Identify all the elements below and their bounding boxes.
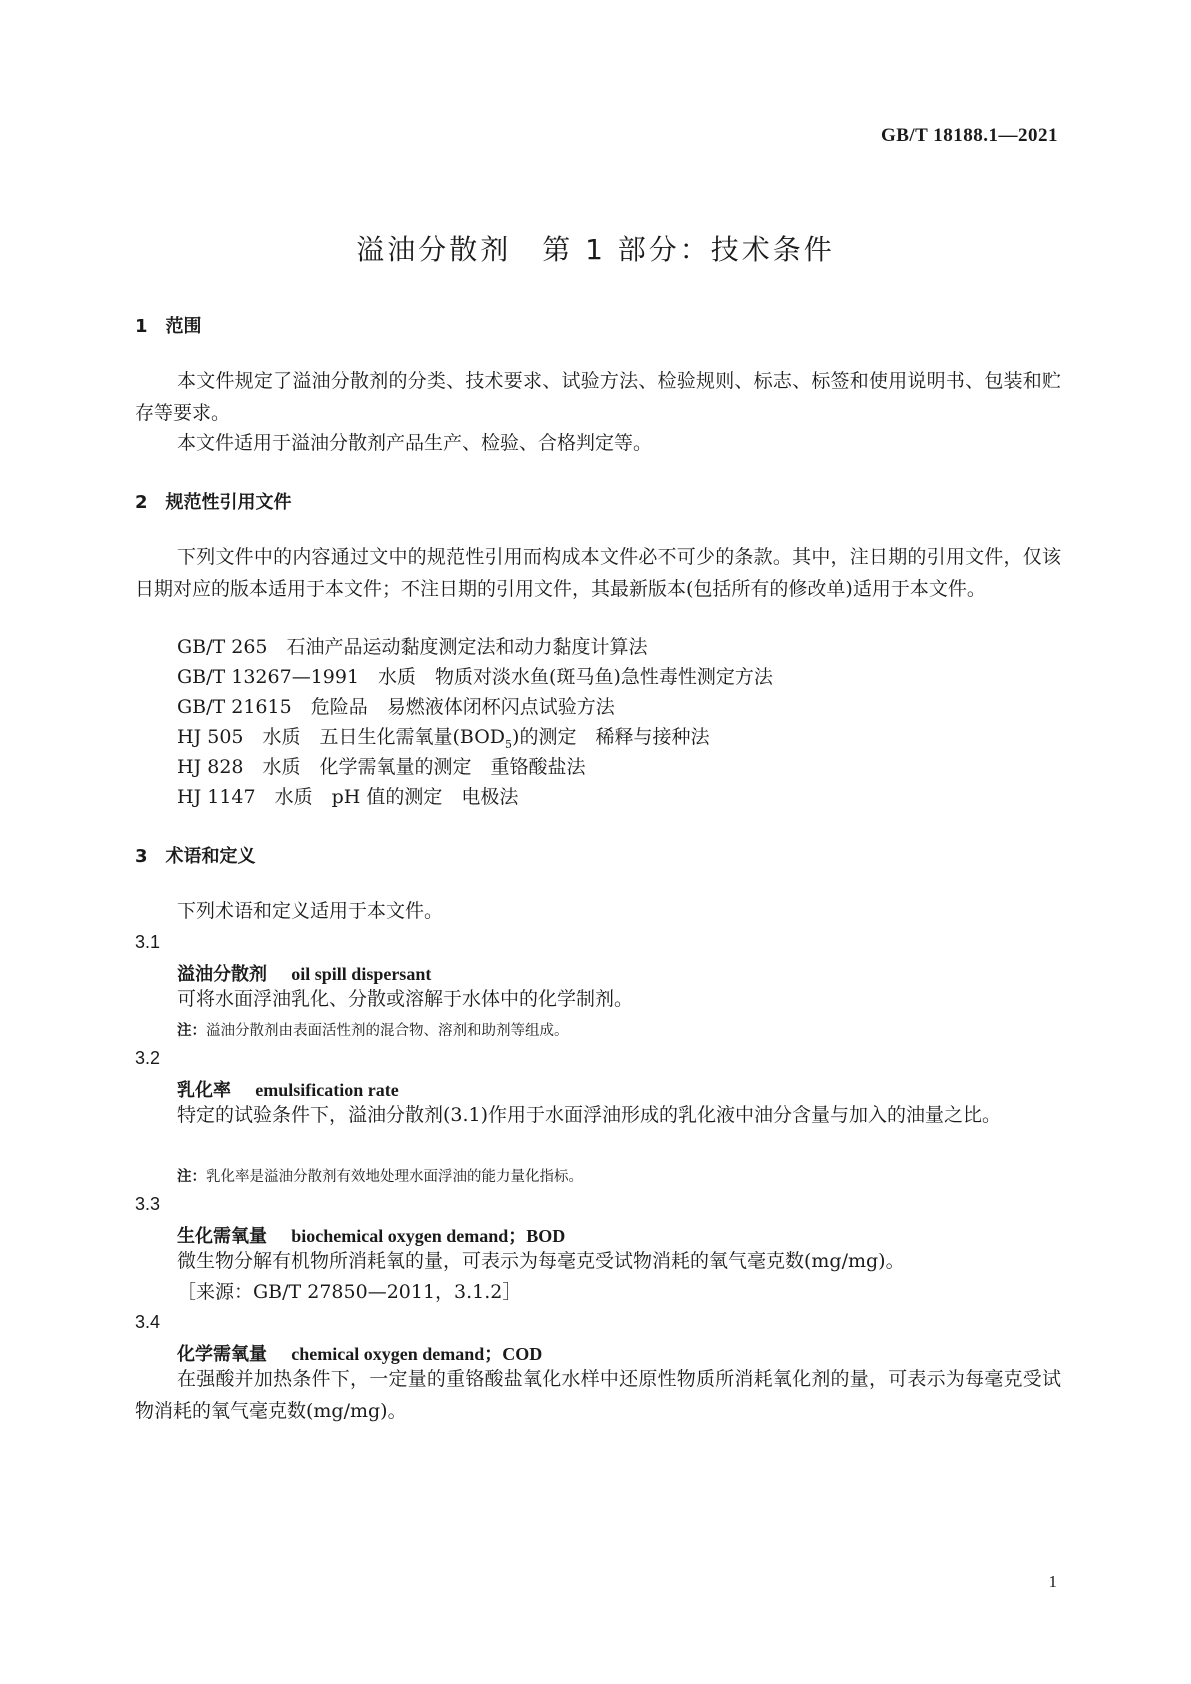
clause-number: 3.1 [135, 932, 161, 952]
term-definition: 微生物分解有机物所消耗氧的量，可表示为每毫克受试物消耗的氧气毫克数(mg/mg)。 [177, 1250, 905, 1272]
term-definition: 在强酸并加热条件下，一定量的重铬酸盐氧化水样中还原性物质所消耗氧化剂的量，可表示为每毫克受试物消耗的氧气毫克数(mg/mg)。 [135, 1368, 1061, 1422]
reference-text: HJ 505 水质 五日生化需氧量(BOD [177, 726, 506, 748]
section-1-paragraph-2: 本文件适用于溢油分散剂产品生产、检验、合格判定等。 [177, 432, 653, 454]
reference-item: HJ 828 水质 化学需氧量的测定 重铬酸盐法 [177, 756, 586, 778]
section-2-paragraph: 下列文件中的内容通过文中的规范性引用而构成本文件必不可少的条款。其中，注日期的引用文件，仅该日期对应的版本适用于本文件；不注日期的引用文件，其最新版本(包括所有的修改单)适用于本文件。 [135, 546, 1061, 600]
reference-item: GB/T 21615 危险品 易燃液体闭杯闪点试验方法 [177, 696, 615, 718]
term-english: chemical oxygen demand；COD [291, 1344, 543, 1364]
section-2-heading: 2 规范性引用文件 [135, 492, 292, 513]
term-chinese: 化学需氧量 [177, 1344, 267, 1365]
section-3-intro: 下列术语和定义适用于本文件。 [177, 900, 444, 922]
reference-item: GB/T 13267—1991 水质 物质对淡水鱼(斑马鱼)急性毒性测定方法 [177, 666, 773, 688]
reference-item: HJ 1147 水质 pH 值的测定 电极法 [177, 786, 519, 808]
clause-number: 3.3 [135, 1194, 161, 1214]
term-definition: 特定的试验条件下，溢油分散剂(3.1)作用于水面浮油形成的乳化液中油分含量与加入的油量之比。 [177, 1104, 1002, 1126]
document-title: 溢油分散剂 第 1 部分：技术条件 [356, 233, 835, 266]
term-chinese: 生化需氧量 [177, 1226, 267, 1247]
term-note [177, 1019, 569, 1040]
section-3-heading: 3 术语和定义 [135, 846, 256, 867]
term-english: emulsification rate [255, 1080, 399, 1100]
clause-number: 3.4 [135, 1312, 161, 1332]
note-text: 乳化率是溢油分散剂有效地处理水面浮油的能力量化指标。 [206, 1169, 583, 1185]
term-note [177, 1165, 583, 1186]
reference-item: GB/T 265 石油产品运动黏度测定法和动力黏度计算法 [177, 636, 648, 658]
section-1-paragraph-1: 本文件规定了溢油分散剂的分类、技术要求、试验方法、检验规则、标志、标签和使用说明书、包装和贮存等要求。 [135, 370, 1061, 424]
term-chinese: 溢油分散剂 [177, 964, 267, 985]
standard-number: GB/T 18188.1—2021 [880, 125, 1058, 146]
clause-number: 3.2 [135, 1048, 161, 1068]
section-1-heading: 1 范围 [135, 316, 202, 337]
term-chinese: 乳化率 [177, 1080, 231, 1101]
note-label: 注： [177, 1023, 206, 1039]
subscript: 5 [505, 737, 513, 751]
note-text: 溢油分散剂由表面活性剂的混合物、溶剂和助剂等组成。 [206, 1023, 569, 1039]
page-number: 1 [1048, 1572, 1057, 1591]
term-english: oil spill dispersant [291, 964, 432, 984]
term-definition: 可将水面浮油乳化、分散或溶解于水体中的化学制剂。 [177, 988, 634, 1010]
term-english: biochemical oxygen demand；BOD [291, 1226, 566, 1246]
note-label: 注： [177, 1169, 206, 1185]
reference-text-tail: )的测定 稀释与接种法 [512, 726, 710, 748]
term-source: ［来源：GB/T 27850—2011，3.1.2］ [177, 1281, 522, 1303]
